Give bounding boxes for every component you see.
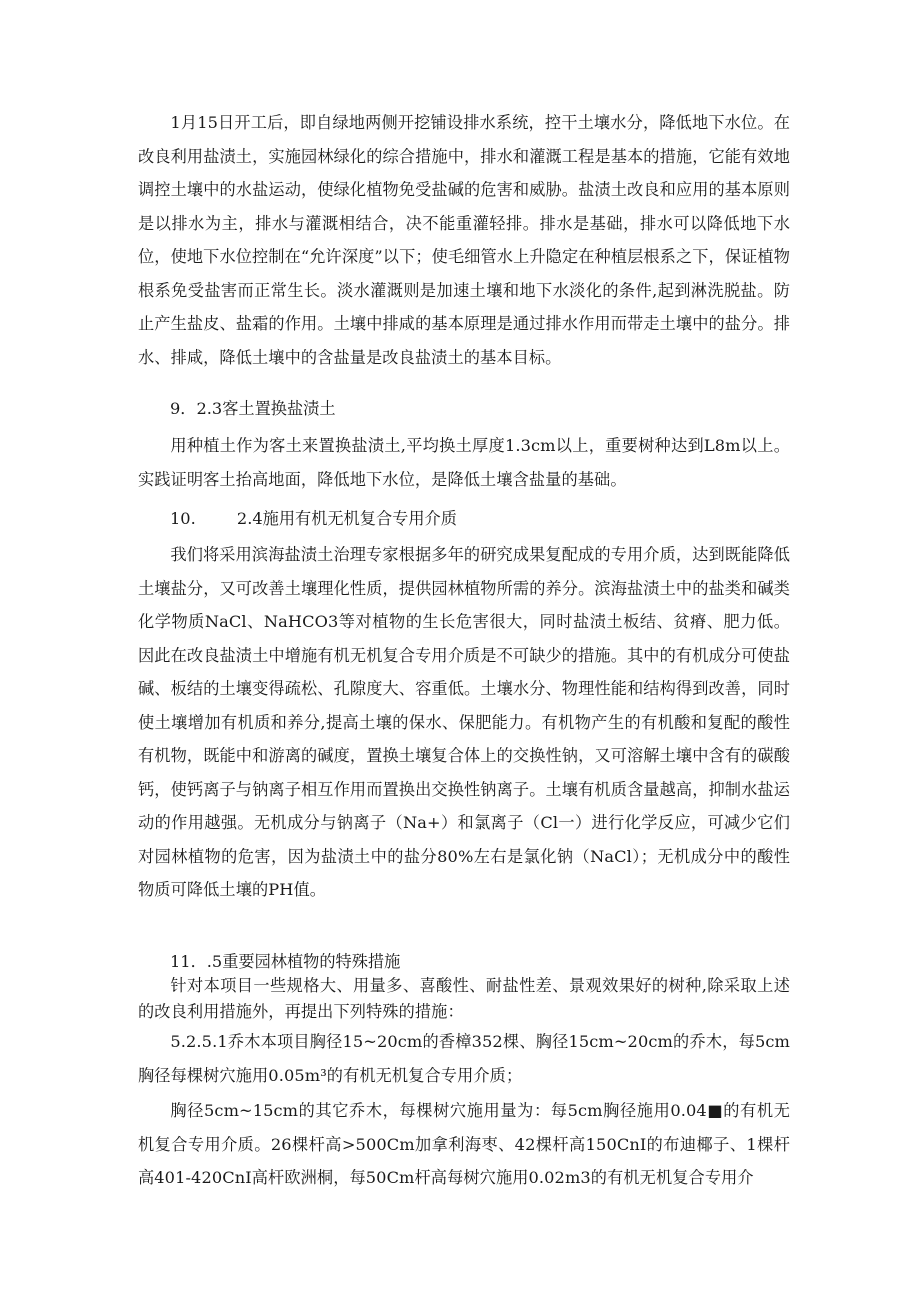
section-5-2-5-1-paragraph: 5.2.5.1乔木本项目胸径15~20cm的香樟352棵、胸径15cm~20cm的乔木，每5cm胸径每棵树穴施用0.05m³的有机无机复合专用介质；: [138, 1032, 790, 1085]
soil-replacement-paragraph: 用种植土作为客土来置换盐渍土,平均换土厚度1.3cm以上，重要树种达到L8m以上。实践证明客土抬高地面，降低地下水位，是降低土壤含盐量的基础。: [138, 436, 790, 489]
section-heading-10: 10. 2.4施用有机无机复合专用介质: [170, 509, 457, 528]
media-paragraph-block: [138, 538, 790, 907]
soil-replacement-paragraph-block: [138, 429, 790, 496]
media-paragraph: 我们将采用滨海盐渍土治理专家根据多年的研究成果复配成的专用介质，达到既能降低土壤盐分，又可改善土壤理化性质，提供园林植物所需的养分。滨海盐渍土中的盐类和碱类化学物质NaCl、NaHCO3等对植物的生长危害很大，同时盐渍土板结、贫瘠、肥力低。因此在改良盐渍土中增施有机无机复合专用介质是不可缺少的措施。其中的有机成分可使盐碱、板结的土壤变得疏松、孔隙度大、容重低。土壤水分、物理性能和结构得到改善，同时使土壤增加有机质和养分,提高土壤的保水、保肥能力。有机物产生的有机酸和复配的酸性有机物，既能中和游离的碱度，置换土壤复合体上的交换性钠，又可溶解土壤中含有的碳酸钙，使钙离子与钠离子相互作用而置换出交换性钠离子。土壤有机质含量越高，抑制水盐运动的作用越强。无机成分与钠离子（Na+）和氯离子（Cl一）进行化学反应，可减少它们对园林植物的危害，因为盐渍土中的盐分80%左右是氯化钠（NaCl）；无机成分中的酸性物质可降低土壤的PH值。: [138, 545, 790, 899]
drainage-paragraph-block: [138, 106, 790, 374]
drainage-paragraph: 1月15日开工后，即自绿地两侧开挖铺设排水系统，控干土壤水分，降低地下水位。在改良利用盐渍土，实施园林绿化的综合措施中，排水和灌溉工程是基本的措施，它能有效地调控土壤中的水盐运动，使绿化植物免受盐碱的危害和威胁。盐渍土改良和应用的基本原则是以排水为主，排水与灌溉相结合，决不能重灌轻排。排水是基础，排水可以降低地下水位，使地下水位控制在“允许深度”以下；使毛细管水上升隐定在种植层根系之下，保证植物根系免受盐害而正常生长。淡水灌溉则是加速土壤和地下水淡化的条件,起到淋洗脱盐。防止产生盐皮、盐霜的作用。土壤中排咸的基本原理是通过排水作用而带走土壤中的盐分。排水、排咸，降低土壤中的含盐量是改良盐渍土的基本目标。: [138, 113, 790, 367]
section-heading-11: 11．.5重要园林植物的特殊措施: [170, 952, 401, 971]
section-heading-9-2-3: 9．2.3客土置换盐渍土: [170, 399, 336, 418]
special-measures-paragraph: 针对本项目一些规格大、用量多、喜酸性、耐盐性差、景观效果好的树种,除采取上述的改良利用措施外，再提出下列特殊的措施：: [138, 976, 790, 1021]
special-measures-paragraph-block: [138, 973, 790, 1025]
dbh-paragraph: 胸径5cm~15cm的其它乔木，每棵树穴施用量为：每5cm胸径施用0.04■的有机无机复合专用介质。26棵杆高>500Cm加拿利海枣、42棵杆高150CnI的布迪椰子、1棵杆高401-420CnI高杆欧洲桐，每50Cm杆高每树穴施用0.02m3的有机无机复合专用介: [138, 1101, 790, 1187]
dbh-paragraph-block: [138, 1094, 790, 1195]
section-5-2-5-1-paragraph-block: [138, 1025, 790, 1092]
